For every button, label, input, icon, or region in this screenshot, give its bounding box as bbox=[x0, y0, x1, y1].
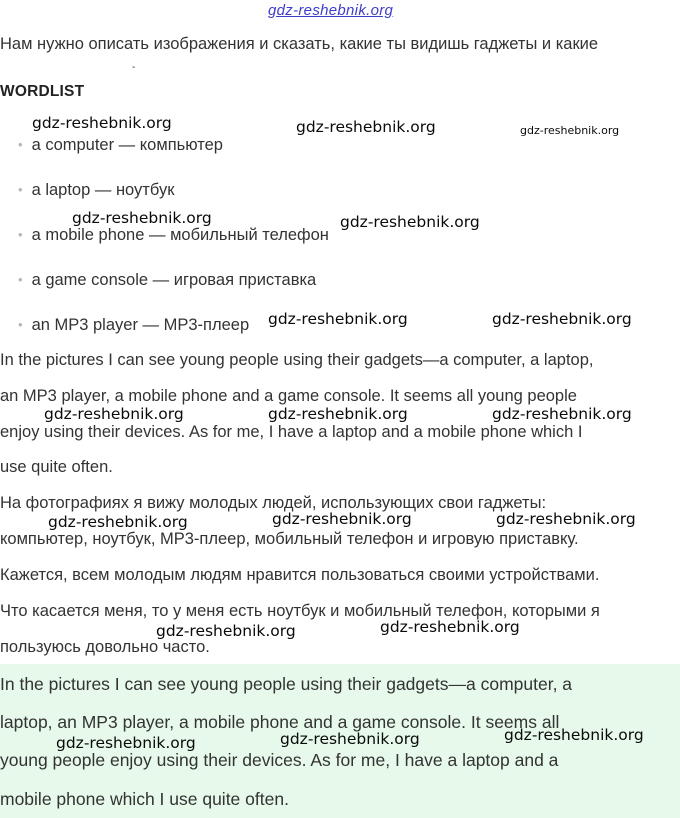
watermark: gdz-reshebnik.org bbox=[280, 730, 420, 748]
watermark: gdz-reshebnik.org bbox=[380, 618, 520, 636]
watermark: gdz-reshebnik.org bbox=[268, 405, 408, 423]
russian-translation-line: пользуюсь довольно часто. bbox=[0, 638, 210, 656]
watermark: gdz-reshebnik.org bbox=[72, 209, 212, 227]
english-answer-line: In the pictures I can see young people using their gadgets—a computer, a laptop, bbox=[0, 351, 594, 369]
english-answer-line: an MP3 player, a mobile phone and a game console. It seems all young people bbox=[0, 387, 577, 405]
watermark: gdz-reshebnik.org bbox=[340, 213, 480, 231]
russian-translation-line: На фотографиях я вижу молодых людей, использующих свои гаджеты: bbox=[0, 494, 547, 512]
wordlist-heading: WORDLIST bbox=[0, 83, 85, 100]
english-answer-line: enjoy using their devices. As for me, I have a laptop and a mobile phone which I bbox=[0, 423, 583, 441]
highlighted-answer-line: young people enjoy using their devices. As for me, I have a laptop and a bbox=[0, 750, 559, 770]
wordlist-item: • a game console — игровая приставка bbox=[18, 271, 316, 290]
watermark: gdz-reshebnik.org bbox=[272, 510, 412, 528]
watermark: gdz-reshebnik.org bbox=[492, 310, 632, 328]
question-text: Нам нужно описать изображения и сказать, какие ты видишь гаджеты и какие bbox=[0, 35, 599, 53]
wordlist-item: • a computer — компьютер bbox=[18, 136, 223, 155]
watermark: gdz-reshebnik.org bbox=[496, 510, 636, 528]
watermark: gdz-reshebnik.org bbox=[504, 726, 644, 744]
watermark: gdz-reshebnik.org bbox=[48, 513, 188, 531]
watermark: gdz-reshebnik.org bbox=[268, 310, 408, 328]
highlighted-answer-line: In the pictures I can see young people using their gadgets—a computer, a bbox=[0, 674, 573, 694]
russian-translation-line: компьютер, ноутбук, MP3-плеер, мобильный телефон и игровую приставку. bbox=[0, 530, 579, 548]
watermark: gdz-reshebnik.org bbox=[492, 405, 632, 423]
highlighted-answer-line: mobile phone which I use quite often. bbox=[0, 789, 289, 809]
watermark: gdz-reshebnik.org bbox=[44, 405, 184, 423]
wordlist-item: • an MP3 player — MP3-плеер bbox=[18, 316, 249, 335]
wordlist-item: • a mobile phone — мобильный телефон bbox=[18, 226, 329, 245]
watermark: gdz-reshebnik.org bbox=[56, 734, 196, 752]
watermark: gdz-reshebnik.org bbox=[32, 114, 172, 132]
russian-translation-line: Что касается меня, то у меня есть ноутбук и мобильный телефон, которыми я bbox=[0, 602, 600, 620]
english-answer-line: use quite often. bbox=[0, 458, 113, 476]
russian-translation-line: Кажется, всем молодым людям нравится пользоваться своими устройствами. bbox=[0, 566, 600, 584]
wordlist-item: • a laptop — ноутбук bbox=[18, 181, 174, 200]
watermark: gdz-reshebnik.org bbox=[156, 622, 296, 640]
watermark: gdz-reshebnik.org bbox=[296, 118, 436, 136]
cut-off-text-fragment: - bbox=[132, 62, 136, 73]
highlighted-answer-line: laptop, an MP3 player, a mobile phone and a game console. It seems all bbox=[0, 712, 560, 732]
watermark: gdz-reshebnik.org bbox=[520, 124, 620, 137]
site-header-link[interactable]: gdz-reshebnik.org bbox=[268, 2, 394, 19]
